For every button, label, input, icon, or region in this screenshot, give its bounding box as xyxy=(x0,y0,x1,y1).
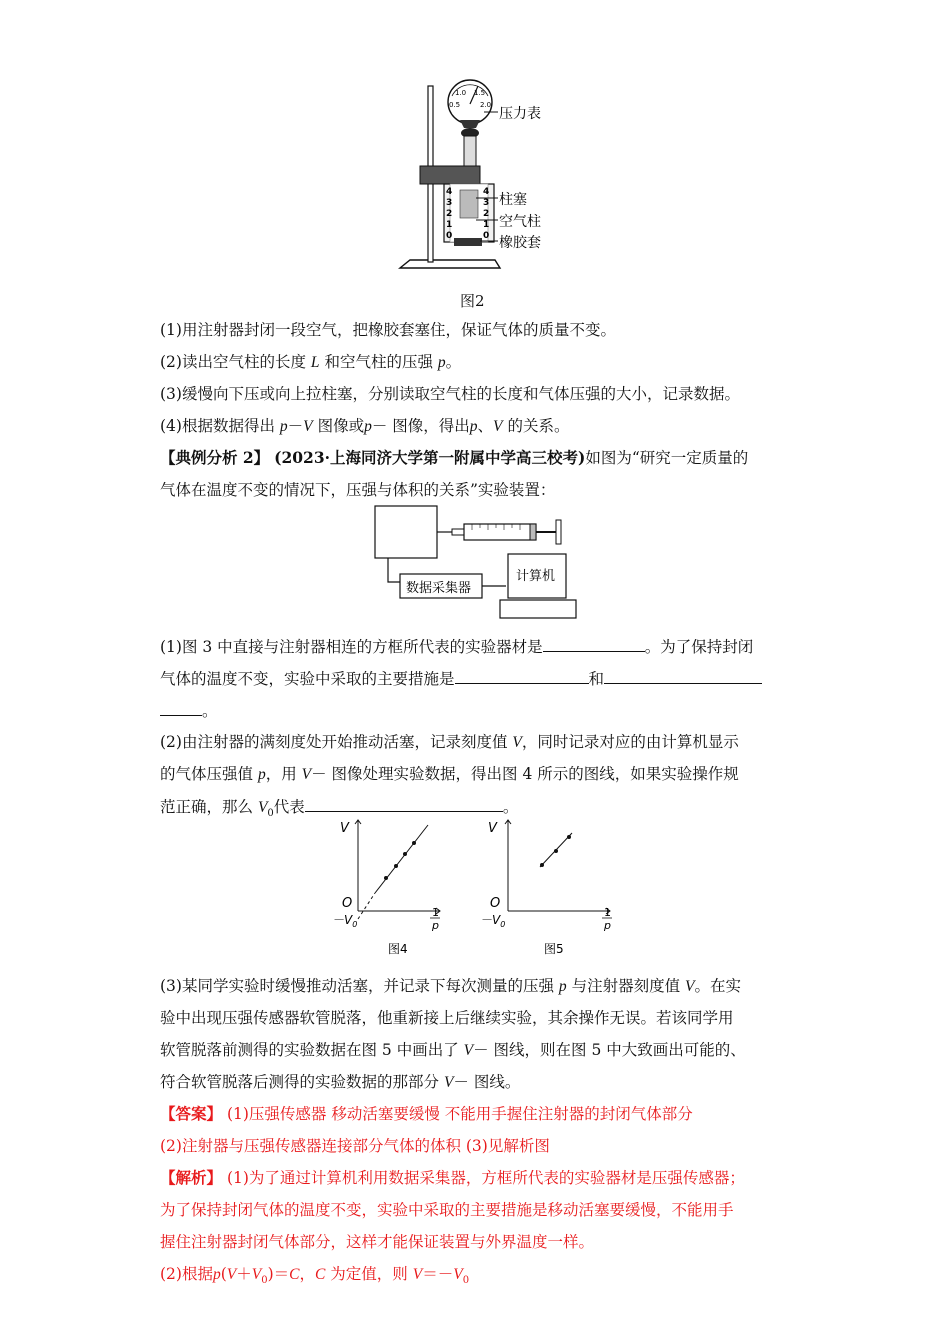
fig5-axis-v: V xyxy=(488,821,497,836)
q2-line-2 xyxy=(160,764,800,785)
label-rubber-cap: 橡胶套 xyxy=(499,235,541,251)
fig5-point xyxy=(540,863,544,867)
q1-line-3 xyxy=(160,700,800,721)
q1-blank-1[interactable] xyxy=(543,636,645,652)
scale-right-2: 2 xyxy=(483,209,490,219)
analysis-line-3: 握住注射器封闭气体部分，这样才能保证装置与外界温度一样。 xyxy=(160,1233,595,1251)
answer-tag: 【答案】 xyxy=(160,1104,223,1123)
q2-l2-text-b: ，用 xyxy=(265,765,297,783)
analysis-eq-C2: C xyxy=(315,1266,326,1283)
example-line-2: 气体在温度不变的情况下，压强与体积的关系”实验装置： xyxy=(160,481,556,499)
q2-l1-var-V: V xyxy=(512,734,522,751)
q1-blank-3-cont[interactable] xyxy=(160,700,202,716)
plunger xyxy=(460,190,478,218)
scale-left-3: 3 xyxy=(446,198,453,208)
step-4-var-p1: p xyxy=(279,418,288,435)
q3-l4-var-V: V xyxy=(443,1074,454,1091)
fig5-point xyxy=(554,849,558,853)
q2-blank[interactable] xyxy=(305,796,503,812)
answer-line-2: (2)注射器与压强传感器连接部分气体的体积 (3)见解析图 xyxy=(160,1137,550,1155)
analysis-eq-comma: ， xyxy=(299,1265,316,1283)
step-4-text-d: － 图像，得出 xyxy=(371,417,470,435)
q1-blank-3[interactable] xyxy=(604,668,762,684)
q3-l3-text-a: 软管脱落前测得的实验数据在图 5 中画出了 xyxy=(160,1041,459,1059)
q2-l2-text-c: － 图像处理实验数据，得出图 4 所示的图线，如果实验操作规 xyxy=(311,765,739,783)
analysis-line-1-rest: (1)为了通过计算机利用数据采集器，方框所代表的实验器材是压强传感器； xyxy=(222,1169,745,1187)
analysis-eq-sub-1: 0 xyxy=(261,1275,268,1287)
fig4-point xyxy=(394,864,398,868)
scale-right-3: 3 xyxy=(483,198,490,208)
step-2 xyxy=(160,352,800,373)
scale-left-4: 4 xyxy=(446,187,453,197)
q1-l2-text-a: 气体的温度不变，实验中采取的主要措施是 xyxy=(160,670,455,688)
analysis-eq-V0: V xyxy=(251,1266,262,1283)
gauge-tick-2: 1.5 xyxy=(474,89,486,97)
q2-l1-text-a: (2)由注射器的满刻度处开始推动活塞，记录刻度值 xyxy=(160,733,508,751)
rubber-cap xyxy=(454,238,482,246)
q2-l3-sub-0: 0 xyxy=(267,808,274,820)
label-pressure-gauge: 压力表 xyxy=(499,106,541,122)
answer-line-1 xyxy=(160,1104,800,1124)
stand-clamp xyxy=(420,166,480,184)
scale-left-1: 1 xyxy=(446,220,453,230)
q2-l3-text-c: 。 xyxy=(502,798,519,816)
example-line-1-rest: 如图为“研究一定质量的 xyxy=(585,449,749,467)
q3-l3-text-b: － 图线，则在图 5 中大致画出可能的、 xyxy=(473,1041,746,1059)
q3-l1-text-a: (3)某同学实验时缓慢推动活塞，并记录下每次测量的压强 xyxy=(160,977,554,995)
fig4-dashed-extension xyxy=(358,893,375,919)
analysis-eq-p: p xyxy=(212,1266,221,1283)
analysis-eq-const: 为定值，则 xyxy=(325,1265,413,1283)
fig5-point xyxy=(567,835,571,839)
fig4-neg-v0-sub: 0 xyxy=(352,920,358,929)
example-line-1 xyxy=(160,448,800,468)
analysis-eq-close: )＝ xyxy=(267,1265,290,1283)
q1-l1-text-b: 。为了保持封闭 xyxy=(644,638,754,656)
fig4-x-den: p xyxy=(432,919,439,932)
example-source: (2023·上海同济大学第一附属中学高三校考) xyxy=(274,448,586,467)
step-1: (1)用注射器封闭一段空气，把橡胶套塞住，保证气体的质量不变。 xyxy=(160,321,616,339)
gauge-tick-4: 2.0 xyxy=(480,101,492,109)
fig5-neg-v0 xyxy=(480,913,505,929)
analysis-eq-C1: C xyxy=(289,1266,300,1283)
step-4-text-a: (4)根据数据得出 xyxy=(160,417,275,435)
figure-4-graph xyxy=(330,815,450,965)
step-2-var-p: p xyxy=(437,354,446,371)
gauge-tick-1: 1.0 xyxy=(455,89,467,97)
figure-2-apparatus xyxy=(380,78,600,278)
scale-right-0: 0 xyxy=(483,231,490,241)
fig5-origin: O xyxy=(490,896,501,911)
q1-l3-text: 。 xyxy=(202,702,218,720)
q1-blank-2[interactable] xyxy=(455,668,589,684)
step-4-var-V1: V xyxy=(303,418,313,435)
step-4 xyxy=(160,416,800,437)
q3-line-3 xyxy=(160,1040,800,1061)
q2-l3-text-a: 范正确，那么 xyxy=(160,798,254,816)
fig4-neg-v0 xyxy=(332,913,357,929)
step-4-text-e: 、 xyxy=(477,417,494,435)
analysis-eq-plus: ＋ xyxy=(236,1265,252,1283)
q2-l2-var-V: V xyxy=(301,766,312,783)
step-4-var-p3: p xyxy=(469,418,478,435)
step-2-text-a: (2)读出空气柱的长度 xyxy=(160,353,306,371)
fig5-x-den: p xyxy=(604,919,611,932)
fig4-neg-v0-main: －V xyxy=(332,913,353,927)
analysis-eq-paren: ( xyxy=(220,1265,227,1283)
scale-left-2: 2 xyxy=(446,209,453,219)
fig4-axis-v: V xyxy=(340,821,349,836)
q2-l1-text-b: ，同时记录对应的由计算机显示 xyxy=(521,733,739,751)
computer-label: 计算机 xyxy=(516,569,556,584)
q3-line-2: 验中出现压强传感器软管脱落，他重新接上后继续实验，其余操作无误。若该同学用 xyxy=(160,1009,734,1027)
fig4-caption: 图4 xyxy=(388,942,408,956)
figure-3-setup xyxy=(370,502,590,624)
q3-l1-var-p: p xyxy=(558,978,567,995)
data-collector-label: 数据采集器 xyxy=(406,581,472,596)
q1-line-2 xyxy=(160,668,800,689)
q3-line-1 xyxy=(160,976,800,997)
stand-base xyxy=(400,260,500,268)
q2-line-1 xyxy=(160,732,800,753)
q2-l3-text-b: 代表 xyxy=(273,798,305,816)
sensor-box xyxy=(375,506,437,558)
q2-l2-text-a: 的气体压强值 xyxy=(160,765,254,783)
figure-2-caption: 图2 xyxy=(460,292,485,310)
step-4-text-b: － xyxy=(287,417,304,435)
q1-l2-text-b: 和 xyxy=(588,670,605,688)
label-air-column: 空气柱 xyxy=(499,214,541,230)
analysis-eq-sub-2: 0 xyxy=(462,1275,470,1287)
syringe xyxy=(464,524,536,540)
step-4-text-c: 图像或 xyxy=(317,417,365,435)
figure-5-graph xyxy=(480,815,620,965)
scale-right-4: 4 xyxy=(483,187,490,197)
answer-line-1-rest: (1)压强传感器 移动活塞要缓慢 不能用手握住注射器的封闭气体部分 xyxy=(222,1105,693,1123)
fig5-x-num: 1 xyxy=(604,906,611,919)
fig4-fit-line xyxy=(375,825,428,893)
fig4-point xyxy=(412,841,416,845)
scale-right-1: 1 xyxy=(483,220,490,230)
step-4-text-f: 的关系。 xyxy=(507,417,570,435)
q1-l1-text-a: (1)图 3 中直接与注射器相连的方框所代表的实验器材是 xyxy=(160,638,543,656)
analysis-eq-V: V xyxy=(226,1266,237,1283)
analysis-eq-equals-neg: ＝－ xyxy=(422,1265,454,1283)
fig5-neg-v0-sub: 0 xyxy=(500,920,506,929)
fig4-point xyxy=(403,852,407,856)
analysis-line-4 xyxy=(160,1264,800,1291)
q1-line-1 xyxy=(160,636,800,657)
q2-l3-var-V0: V xyxy=(257,799,268,816)
step-4-var-V2: V xyxy=(493,418,503,435)
fig4-point xyxy=(384,876,388,880)
analysis-line-2: 为了保持封闭气体的温度不变，实验中采取的主要措施是移动活塞要缓慢，不能用手 xyxy=(160,1201,734,1219)
step-2-var-L: L xyxy=(310,354,320,371)
analysis-line-1 xyxy=(160,1168,800,1188)
example-tag: 【典例分析 2】 xyxy=(160,448,270,467)
q3-l3-var-V: V xyxy=(463,1042,474,1059)
analysis-tag: 【解析】 xyxy=(160,1168,223,1187)
q3-l1-text-c: 。在实 xyxy=(694,977,742,995)
analysis-l4-text-a: (2)根据 xyxy=(160,1265,213,1283)
q3-line-4 xyxy=(160,1072,800,1093)
step-2-text-b: 和空气柱的压强 xyxy=(324,353,433,371)
step-2-text-c: 。 xyxy=(445,353,462,371)
analysis-eq-V-result: V xyxy=(412,1266,423,1283)
gauge-tick-3: 0.5 xyxy=(449,101,461,109)
scale-left-0: 0 xyxy=(446,231,453,241)
label-plunger: 柱塞 xyxy=(499,192,527,208)
step-3: (3)缓慢向下压或向上拉柱塞，分别读取空气柱的长度和气体压强的大小，记录数据。 xyxy=(160,385,740,403)
q3-l1-text-b: 与注射器刻度值 xyxy=(571,977,681,995)
fig5-neg-v0-main: －V xyxy=(480,913,501,927)
q2-l2-var-p: p xyxy=(257,766,266,783)
q3-l4-text-a: 符合软管脱落后测得的实验数据的那部分 xyxy=(160,1073,440,1091)
fig4-x-num: 1 xyxy=(432,906,439,919)
computer-base xyxy=(500,600,576,618)
analysis-eq-V0-result: V xyxy=(453,1266,463,1283)
step-4-var-p2: p xyxy=(364,418,372,435)
fig5-caption: 图5 xyxy=(544,942,564,956)
q3-l4-text-b: － 图线。 xyxy=(453,1073,521,1091)
fig4-origin: O xyxy=(342,896,353,911)
q3-l1-var-V: V xyxy=(685,978,695,995)
